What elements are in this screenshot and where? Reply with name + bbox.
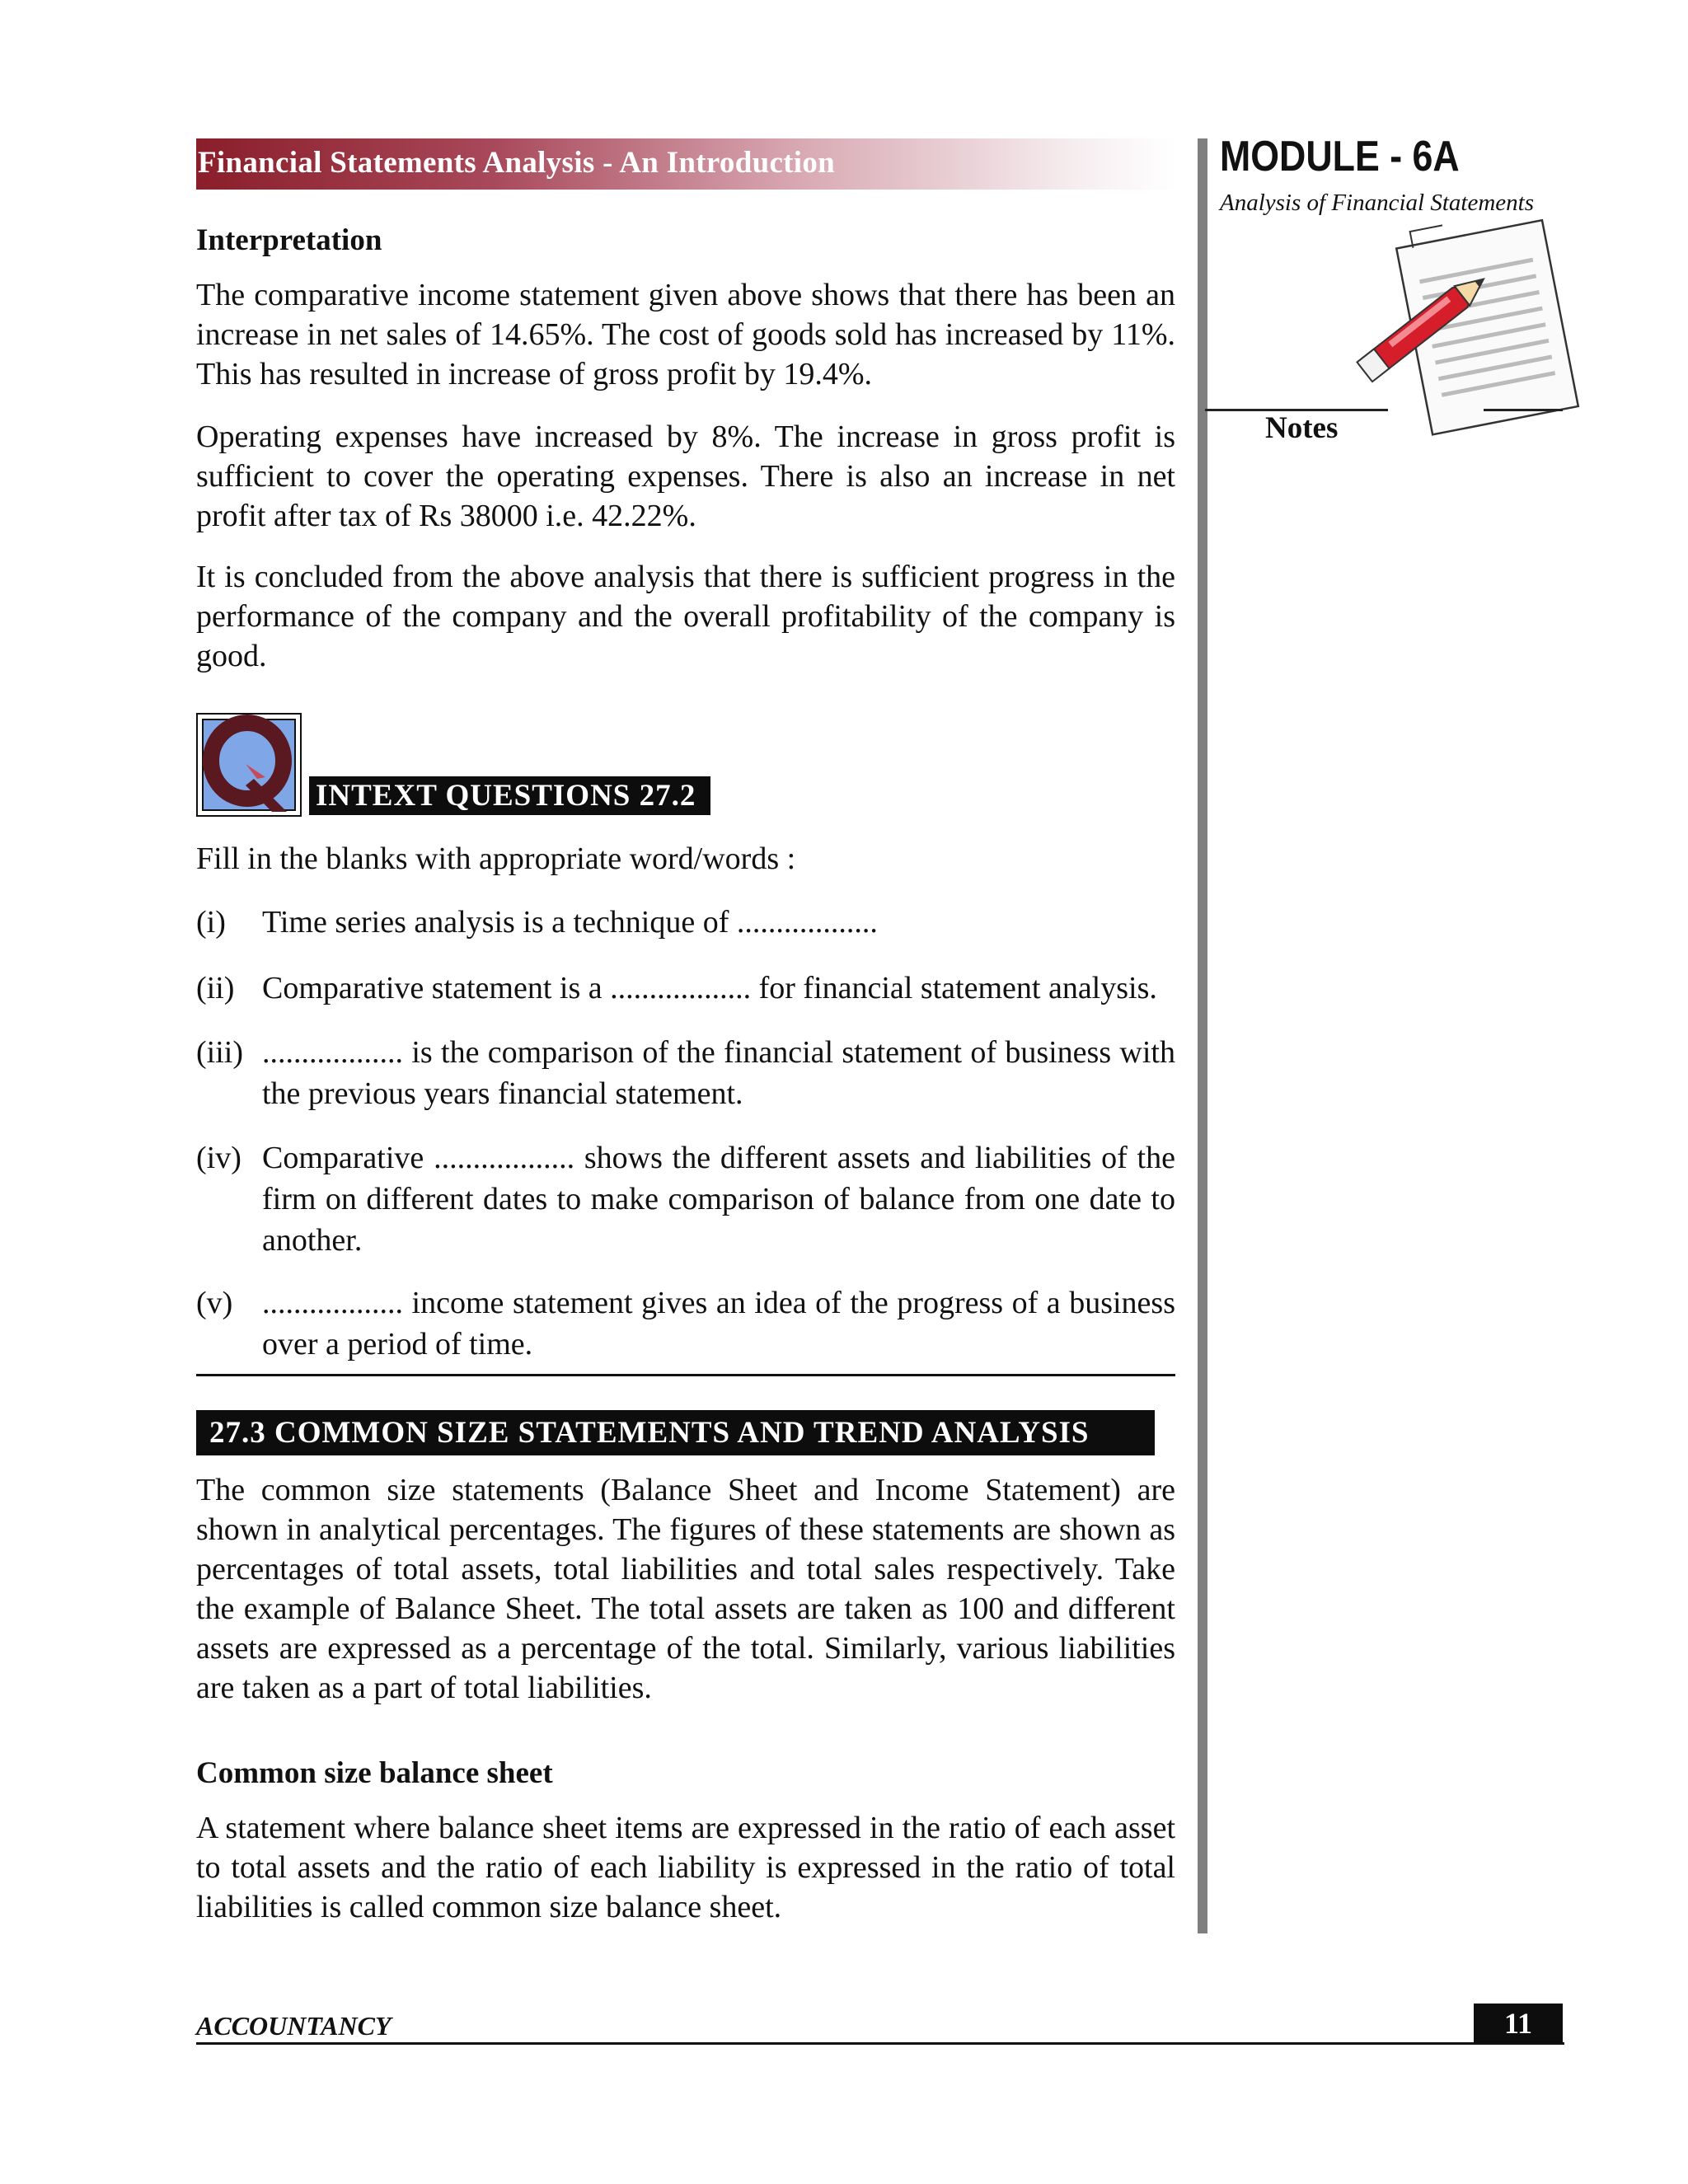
item-number: (iii)	[196, 1035, 243, 1070]
item-text: .................. is the comparison of the financial statement of business with the previous years financial statement.	[262, 1035, 1175, 1111]
interpretation-heading: Interpretation	[196, 223, 382, 257]
footer-rule	[196, 2042, 1564, 2045]
notes-label: Notes	[1265, 411, 1339, 445]
section-divider	[196, 1374, 1175, 1376]
item-text: Comparative statement is a .................. for financial statement analysis.	[262, 971, 1157, 1005]
pencil-on-paper-icon	[1352, 216, 1582, 438]
footer-subject: ACCOUNTANCY	[196, 2011, 392, 2041]
interpretation-paragraph-3: It is concluded from the above analysis that there is sufficient progress in the performance of the company and the overall profitability of the company is good.	[196, 560, 1175, 673]
list-item	[196, 902, 1175, 943]
section-paragraph: The common size statements (Balance Sheet and Income Statement) are shown in analytical percentages. The figures of these statements are shown as percentages of total assets, total liabilities and total sales respectively. Take the example of Balance Sheet. The total assets are taken as 100 and different assets are expressed as a percentage of the total. Similarly, various liabilities are taken as a part of total liabilities.	[196, 1473, 1175, 1705]
subsection-heading: Common size balance sheet	[196, 1756, 553, 1790]
list-item	[196, 1032, 1175, 1114]
list-item	[196, 1137, 1175, 1261]
item-text: Comparative .................. shows the different assets and liabilities of the firm on different dates to make comparison of balance from one date to another.	[262, 1141, 1175, 1258]
margin-divider	[1198, 138, 1207, 1933]
question-q-icon	[196, 713, 302, 817]
chapter-title: Financial Statements Analysis - An Introduction	[198, 146, 836, 180]
module-title: MODULE - 6A	[1220, 133, 1460, 180]
chapter-header-band	[196, 138, 1177, 190]
item-text: .................. income statement gives an idea of the progress of a business over a period of time.	[262, 1286, 1175, 1361]
interpretation-paragraph-2: Operating expenses have increased by 8%. The increase in gross profit is sufficient to cover the operating expenses. There is also an increase in net profit after tax of Rs 38000 i.e. 42.22%.	[196, 419, 1175, 533]
item-number: (v)	[196, 1286, 233, 1320]
item-text: Time series analysis is a technique of ..................	[262, 905, 878, 940]
section-heading: 27.3 COMMON SIZE STATEMENTS AND TREND ANALYSIS	[209, 1416, 1090, 1450]
intext-instruction: Fill in the blanks with appropriate word/words :	[196, 841, 796, 876]
module-subtitle: Analysis of Financial Statements	[1220, 190, 1534, 216]
page-number: 11	[1474, 2004, 1563, 2043]
notes-rule-right	[1484, 409, 1563, 411]
section-heading-band	[196, 1410, 1155, 1455]
item-number: (ii)	[196, 971, 235, 1005]
interpretation-paragraph-1: The comparative income statement given above shows that there has been an increase in net sales of 14.65%. The cost of goods sold has increased by 11%. This has resulted in increase of gross profit by 19.4%.	[196, 278, 1175, 391]
list-item	[196, 1282, 1175, 1365]
item-number: (iv)	[196, 1141, 241, 1175]
intext-questions-label: INTEXT QUESTIONS 27.2	[309, 776, 710, 815]
item-number: (i)	[196, 905, 226, 940]
subsection-paragraph: A statement where balance sheet items are expressed in the ratio of each asset to total assets and the ratio of each liability is expressed in the ratio of total liabilities is called common size balance sheet.	[196, 1811, 1175, 1924]
list-item	[196, 968, 1175, 1009]
